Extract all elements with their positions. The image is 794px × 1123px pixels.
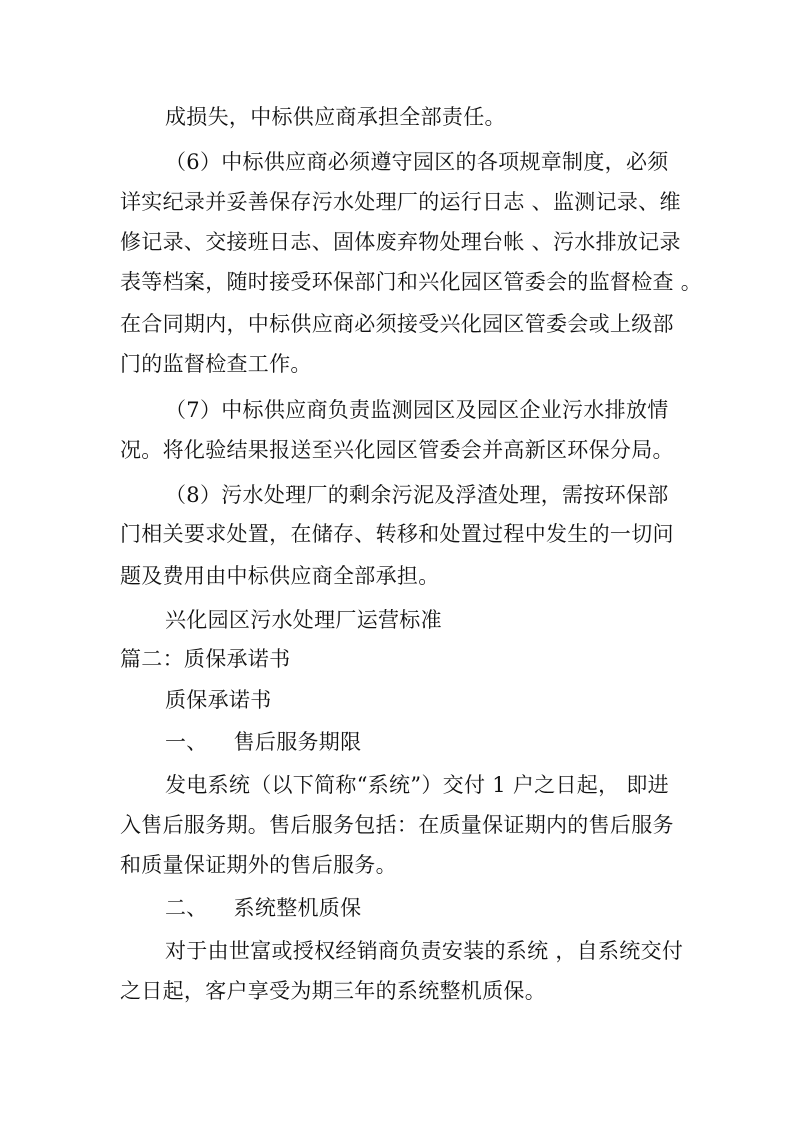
paragraph-line: 修记录、交接班日志、固体废弃物处理台帐 、污水排放记录 [120,230,681,254]
paragraph-line: 门相关要求处置，在储存、转移和处置过程中发生的一切问 [120,522,674,546]
chapter-heading: 篇二：质保承诺书 [120,647,291,671]
section-title: 兴化园区污水处理厂运营标准 [165,608,442,632]
document-title: 质保承诺书 [165,688,272,712]
paragraph-line: 况。将化验结果报送至兴化园区管委会并高新区环保分局。 [120,438,674,462]
paragraph-line: （7）中标供应商负责监测园区及园区企业污水排放情 [165,398,669,422]
paragraph-line: 详实纪录并妥善保存污水处理厂的运行日志 、监测记录、维 [120,190,681,214]
paragraph-line: 对于由世富或授权经销商负责安装的系统 ，自系统交付 [165,939,684,963]
section-title: 售后服务期限 [233,730,362,754]
paragraph-line: 和质量保证期外的售后服务。 [120,853,397,877]
paragraph-line: （6）中标供应商必须遵守园区的各项规章制度，必须 [165,150,669,174]
paragraph-line: （8）污水处理厂的剩余污泥及浮渣处理，需按环保部 [165,483,669,507]
paragraph-line: 之日起，客户享受为期三年的系统整机质保。 [120,979,546,1003]
paragraph-line: 表等档案，随时接受环保部门和兴化园区管委会的监督检查 。 [120,270,703,294]
section-heading-1 [165,728,361,756]
paragraph-line: 门的监督检查工作。 [120,352,312,376]
section-number: 二、 [165,896,208,920]
section-title: 系统整机质保 [233,896,362,920]
paragraph-line: 成损失，中标供应商承担全部责任。 [165,105,506,129]
section-number: 一、 [165,730,208,754]
paragraph-line: 发电系统（以下简称“系统”）交付 1 户之日起， 即进 [165,773,669,797]
section-heading-2 [165,894,361,922]
paragraph-line: 入售后服务期。售后服务包括：在质量保证期内的售后服务 [120,813,674,837]
paragraph-line: 在合同期内，中标供应商必须接受兴化园区管委会或上级部 [120,312,674,336]
paragraph-line: 题及费用由中标供应商全部承担。 [120,564,440,588]
